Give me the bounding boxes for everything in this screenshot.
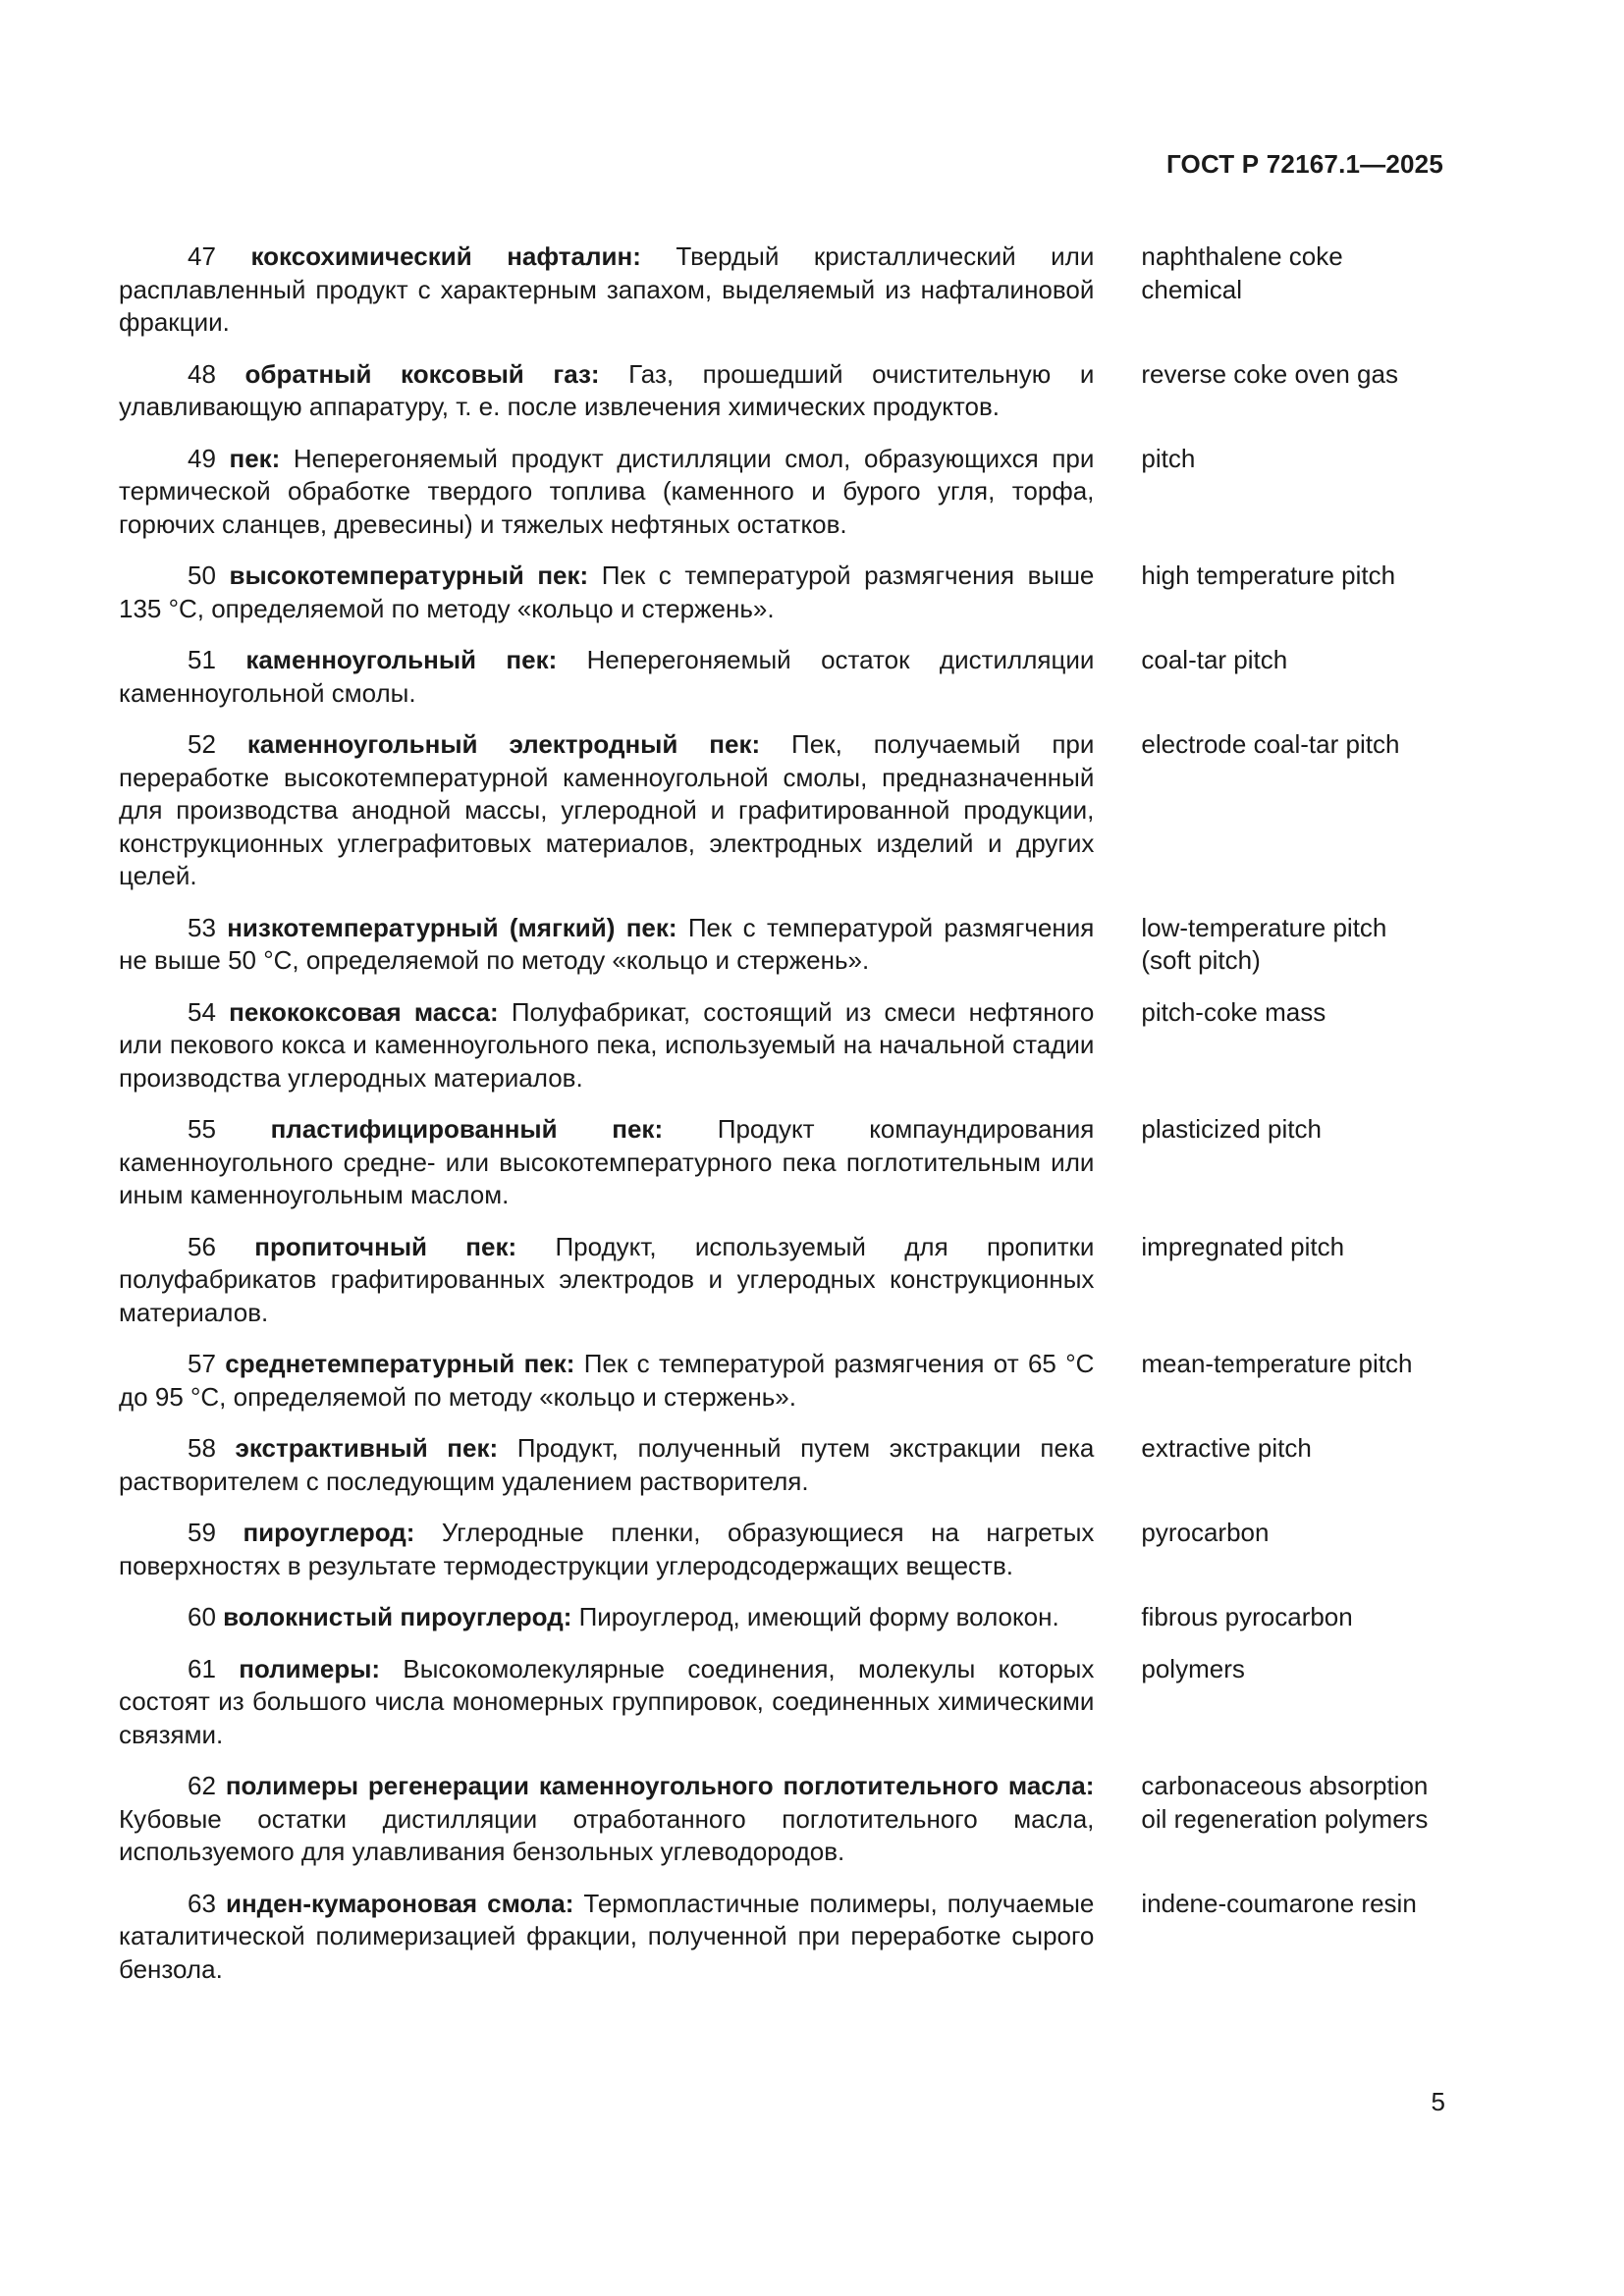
document-header: ГОСТ Р 72167.1—2025 <box>1165 149 1443 179</box>
term-definition-ru <box>119 358 1094 424</box>
term-title: коксохимический нафталин: <box>250 241 641 271</box>
term-english-equivalent: carbonaceous absorption oil regeneration polymers <box>1141 1771 1429 1834</box>
term-number: 56 <box>188 1231 216 1261</box>
term-english-equivalent: extractive pitch <box>1141 1433 1312 1463</box>
term-number: 51 <box>188 645 216 674</box>
term-definition-text: Твердый кристаллический или расплавленный продукт с характерным запахом, выделяемый из нафталиновой фракции. <box>119 241 1095 337</box>
term-english-equivalent: electrode coal-tar pitch <box>1141 729 1400 759</box>
term-entry <box>119 1601 1435 1634</box>
terms-list <box>119 240 1435 2004</box>
term-definition-text: Термопластичные полимеры, получаемые каталитической полимеризацией фракции, полученной при переработке сырого бензола. <box>119 1888 1095 1984</box>
term-english-equivalent: low-temperature pitch (soft pitch) <box>1141 912 1387 975</box>
term-title: каменноугольный электродный пек: <box>246 729 761 759</box>
term-definition-text: Полуфабрикат, состоящий из смеси нефтяного или пекового кокса и каменноугольного пека, используемый на начальной стадии производства углеродных материалов. <box>119 996 1095 1093</box>
term-entry <box>119 443 1435 542</box>
term-number: 58 <box>188 1433 216 1463</box>
term-title: обратный коксовый газ: <box>244 358 600 389</box>
term-definition-ru <box>119 996 1094 1095</box>
term-number: 48 <box>188 358 216 389</box>
term-definition-ru <box>119 1517 1094 1582</box>
term-definition-text: Пек с температурой размягчения от 65 °C до 95 °C, определяемой по методу «кольцо и стержень». <box>119 1349 1095 1412</box>
term-entry <box>119 1653 1435 1752</box>
term-english-equivalent: reverse coke oven gas <box>1141 358 1398 389</box>
term-definition-text: Высокомолекулярные соединения, молекулы которых состоят из большого числа мономерных группировок, соединенных химическими связями. <box>119 1653 1095 1749</box>
term-definition-text: Газ, прошедший очистительную и улавливающую аппаратуру, т. е. после извлечения химических продуктов. <box>119 358 1095 421</box>
term-english-equivalent: polymers <box>1141 1653 1245 1683</box>
term-entry <box>119 1231 1435 1330</box>
term-entry <box>119 1348 1435 1414</box>
term-definition-text: Углеродные пленки, образующиеся на нагретых поверхностях в результате термодеструкции углеродсодержащих веществ. <box>119 1518 1095 1580</box>
term-number: 54 <box>188 996 216 1027</box>
term-english-equivalent: impregnated pitch <box>1141 1231 1345 1261</box>
term-definition-text: Продукт, полученный путем экстракции пека растворителем с последующим удалением растворителя. <box>119 1433 1095 1496</box>
term-title: инден-кумароновая смола: <box>225 1888 574 1918</box>
term-entry <box>119 1888 1435 1987</box>
term-definition-ru <box>119 1888 1094 1987</box>
term-number: 50 <box>188 561 216 590</box>
term-definition-ru <box>119 912 1094 978</box>
term-number: 57 <box>188 1349 216 1378</box>
term-title: пропиточный пек: <box>254 1231 517 1261</box>
term-title: высокотемпературный пек: <box>229 561 589 590</box>
term-definition-text: Неперегоняемый продукт дистилляции смол, образующихся при термической обработке твердого топлива (каменного и бурого угля, торфа, горючих сланцев, древесины) и тяжелых нефтяных остатков. <box>119 443 1095 539</box>
term-definition-ru <box>119 1113 1094 1212</box>
term-number: 59 <box>188 1518 216 1547</box>
term-definition-ru <box>119 1348 1094 1414</box>
term-number: 47 <box>188 241 216 271</box>
term-definition-text: Продукт, используемый для пропитки полуфабрикатов графитированных электродов и углеродных конструкционных материалов. <box>119 1231 1095 1327</box>
term-number: 63 <box>188 1888 216 1918</box>
term-definition-ru <box>119 1432 1094 1498</box>
term-number: 49 <box>188 443 216 473</box>
page-number: 5 <box>1431 2087 1445 2116</box>
term-title: пек: <box>229 443 281 473</box>
term-english-equivalent: naphthalene coke chemical <box>1141 241 1343 304</box>
term-title: полимеры регенерации каменноугольного поглотительного масла: <box>225 1771 1095 1800</box>
term-number: 62 <box>188 1771 216 1800</box>
term-title: пекококсовая масса: <box>229 996 499 1027</box>
term-number: 53 <box>188 912 216 942</box>
term-definition-text: Пек с температурой размягчения не выше 50 °C, определяемой по методу «кольцо и стержень». <box>119 912 1095 975</box>
term-english-equivalent: coal-tar pitch <box>1141 645 1288 674</box>
term-definition-ru <box>119 240 1094 340</box>
term-definition-text: Пироуглерод, имеющий форму волокон. <box>571 1602 1059 1631</box>
term-english-equivalent: pitch <box>1141 443 1196 473</box>
term-english-equivalent: mean-temperature pitch <box>1141 1349 1413 1378</box>
term-definition-ru <box>119 1231 1094 1330</box>
term-title: пироуглерод: <box>243 1518 415 1547</box>
term-number: 61 <box>188 1653 216 1683</box>
term-title: волокнистый пироуглерод: <box>223 1602 572 1631</box>
term-english-equivalent: fibrous pyrocarbon <box>1141 1602 1353 1631</box>
term-definition-ru <box>119 728 1094 893</box>
term-entry <box>119 996 1435 1095</box>
term-title: пластифицированный пек: <box>270 1114 664 1144</box>
term-title: полимеры: <box>239 1653 381 1683</box>
term-definition-ru <box>119 1653 1094 1752</box>
term-definition-text: Пек с температурой размягчения выше 135 °C, определяемой по методу «кольцо и стержень». <box>119 561 1095 623</box>
term-title: каменноугольный пек: <box>245 645 558 674</box>
term-entry <box>119 912 1435 978</box>
term-definition-ru <box>119 644 1094 710</box>
term-number: 55 <box>188 1114 216 1144</box>
term-entry <box>119 1113 1435 1212</box>
term-definition-text: Продукт компаундирования каменноугольного средне- или высокотемпературного пека поглотительным или иным каменноугольным маслом. <box>119 1114 1095 1209</box>
term-number: 52 <box>188 729 216 759</box>
term-entry <box>119 1517 1435 1582</box>
term-title: экстрактивный пек: <box>235 1433 499 1463</box>
term-definition-text: Кубовые остатки дистилляции отработанного поглотительного масла, используемого для улавливания бензольных углеводородов. <box>119 1803 1095 1866</box>
term-english-equivalent: high temperature pitch <box>1141 561 1396 590</box>
term-english-equivalent: indene-coumarone resin <box>1141 1888 1417 1918</box>
term-entry <box>119 1432 1435 1498</box>
term-english-equivalent: pitch-coke mass <box>1141 996 1326 1027</box>
term-definition-ru <box>119 560 1094 625</box>
term-definition-ru <box>119 1601 1094 1634</box>
term-definition-ru <box>119 443 1094 542</box>
term-english-equivalent: plasticized pitch <box>1141 1114 1322 1144</box>
term-definition-text: Неперегоняемый остаток дистилляции каменноугольной смолы. <box>119 645 1095 708</box>
term-entry <box>119 644 1435 710</box>
term-english-equivalent: pyrocarbon <box>1141 1518 1270 1547</box>
term-title: среднетемпературный пек: <box>225 1349 575 1378</box>
term-definition-text: Пек, получаемый при переработке высокотемпературной каменноугольной смолы, предназначенный для производства анодной массы, углеродной и графитированной продукции, конструкционных углеграфитовых материалов, электродных изделий и других целей. <box>119 729 1095 890</box>
term-title: низкотемпературный (мягкий) пек: <box>227 912 677 942</box>
term-definition-ru <box>119 1770 1094 1869</box>
term-entry <box>119 560 1435 625</box>
term-entry <box>119 1770 1435 1869</box>
term-entry <box>119 358 1435 424</box>
term-number: 60 <box>188 1602 216 1631</box>
term-entry <box>119 728 1435 893</box>
term-entry <box>119 240 1435 340</box>
